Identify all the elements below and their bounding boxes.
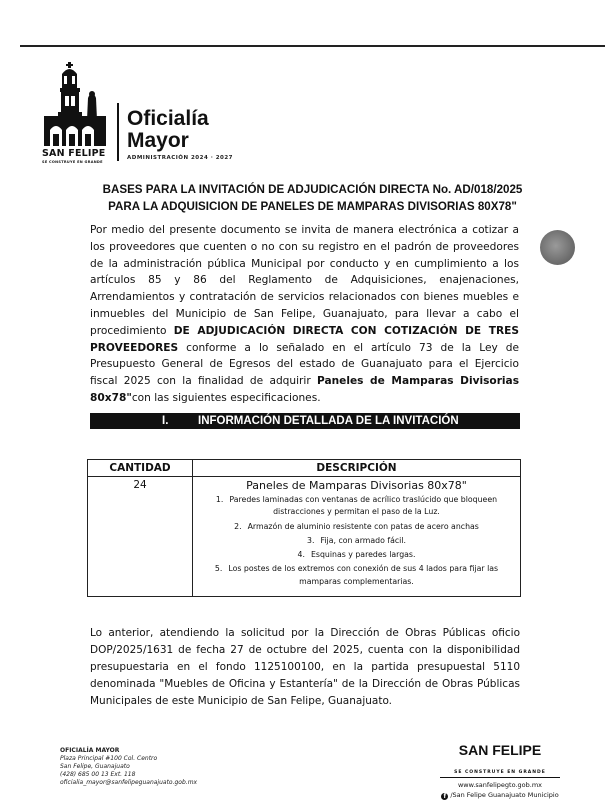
table-header-row	[88, 460, 521, 477]
header-rule	[20, 45, 605, 47]
department-name-line2: Mayor	[127, 129, 189, 152]
header-divider	[117, 103, 119, 161]
footer-website-link[interactable]: www.sanfelipegto.gob.mx	[457, 781, 542, 789]
intro-text-1: Por medio del presente documento se invita de manera electrónica a cotizar a los proveedores que cuenten o no con su registro en el padrón de proveedores de la administración pública Municipal por conducto y en cumplimiento a los artículos 85 y 86 del Reglamento de Adquisiciones, enajenaciones, Arrendamientos y contratación de servicios relacionados con bienes muebles e inmuebles del Municipio de San Felipe, Guanajuato, para llevar a cabo el procedimiento	[90, 224, 519, 337]
document-title-line2: PARA LA ADQUISICION DE PANELES DE MAMPARAS DIVISORIAS 80X78"	[108, 200, 517, 213]
document-title	[90, 181, 535, 215]
brand-city-tagline: SE CONSTRUYE EN GRANDE	[42, 160, 103, 164]
footer-brand-tagline: SE CONSTRUYE EN GRANDE	[440, 770, 560, 778]
footer-address2: San Felipe, Guanajuato	[60, 763, 130, 770]
section-title: INFORMACIÓN DETALLADA DE LA INVITACIÓN	[198, 415, 459, 427]
description-cell	[193, 477, 521, 597]
section-number: I.	[162, 415, 169, 427]
footer-facebook-link[interactable]	[420, 791, 580, 800]
church-logo-icon	[40, 58, 110, 160]
spec-item: 2. Armazón de aluminio resistente con patas de acero anchas	[234, 521, 479, 531]
product-name: Paneles de Mamparas Divisorias 80x78"	[246, 479, 467, 492]
closing-paragraph: Lo anterior, atendiendo la solicitud por la Dirección de Obras Públicas oficio DOP/2025/1631 de fecha 27 de octubre del 2025, cuenta con la disponibilidad presupuestaria en el fondo 1125100100, en la partida presupuestal 5110 denominada "Muebles de Oficina y Estantería" de la Dirección de Obras Públicas Municipales de este Municipio de San Felipe, Guanajuato.	[90, 627, 520, 707]
description-header: DESCRIPCIÓN	[193, 460, 521, 477]
footer-contact	[60, 747, 197, 787]
footer-address1: Plaza Principal #100 Col. Centro	[60, 755, 158, 762]
facebook-icon: f	[441, 793, 448, 800]
document-title-line1: BASES PARA LA INVITACIÓN DE ADJUDICACIÓN DIRECTA No. AD/018/2025	[102, 183, 523, 196]
section-header	[90, 413, 520, 429]
administration-period: ADMINISTRACIÓN 2024 · 2027	[127, 155, 234, 161]
footer-facebook-text: /San Felipe Guanajuato Municipio	[450, 791, 559, 799]
spec-list	[199, 494, 514, 588]
footer-brand-name: SAN FELIPE	[458, 742, 542, 758]
brand-city-name: SAN FELIPE	[42, 148, 106, 159]
intro-text-3: con las siguientes especificaciones.	[131, 391, 321, 404]
punch-hole-mark	[540, 230, 575, 265]
department-name-line1: Oficialía	[127, 107, 209, 130]
spec-item: 4. Esquinas y paredes largas.	[297, 550, 416, 560]
quantity-header: CANTIDAD	[88, 460, 193, 477]
footer-email[interactable]: oficialia_mayor@sanfelipeguanajuato.gob.mx	[60, 779, 198, 786]
intro-paragraph	[90, 222, 519, 407]
intro-bold-procedure: DE ADJUDICACIÓN DIRECTA CON COTIZACIÓN DE TRES PROVEEDORES	[90, 324, 520, 354]
footer-org: OFICIALÍA MAYOR	[60, 747, 120, 754]
intro-bold-product: Paneles de Mamparas Divisorias 80x78"	[90, 375, 520, 404]
quantity-cell: 24	[88, 477, 193, 597]
footer-phone: (428) 685 00 13 Ext. 118	[60, 771, 136, 778]
spec-item: 5. Los postes de los extremos con conexión de sus 4 lados para fijar las mamparas complementarias.	[214, 564, 499, 586]
items-table	[87, 459, 521, 597]
table-row	[88, 477, 521, 597]
intro-text-2: conforme a lo señalado en el artículo 73 de la Ley de Presupuesto General de Egresos del estado de Guanajuato para el Ejercicio fiscal 2025 con la finalidad de adquirir	[90, 341, 519, 388]
spec-item: 3. Fija, con armado fácil.	[307, 535, 406, 545]
footer-brand	[420, 743, 580, 800]
spec-item: 1. Paredes laminadas con ventanas de acrílico traslúcido que bloqueen distracciones y permitan el paso de la Luz.	[215, 495, 498, 517]
